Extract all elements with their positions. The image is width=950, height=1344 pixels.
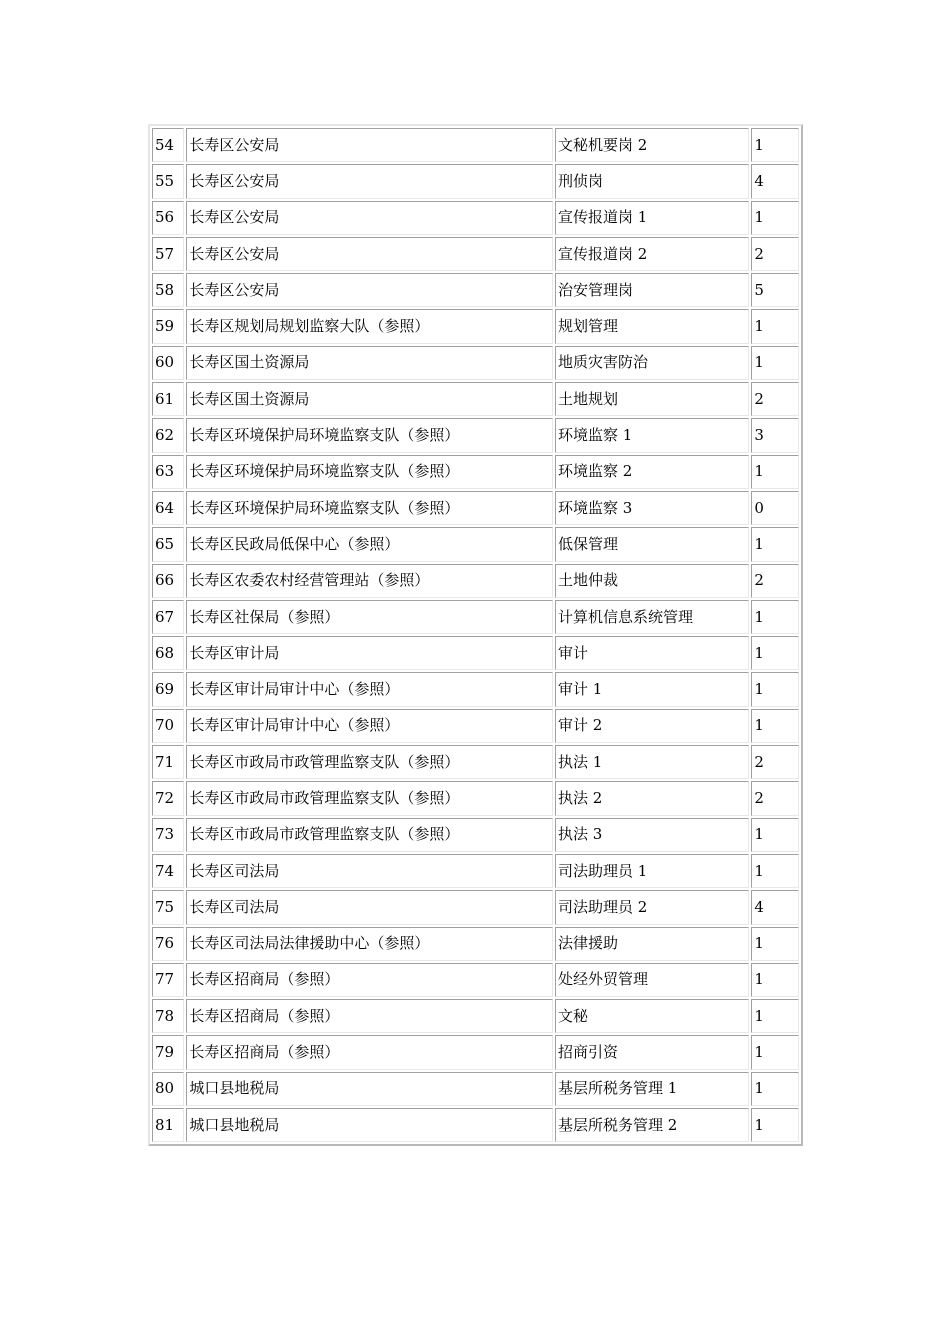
table-row [152, 455, 799, 489]
headcount-cell: 1 [751, 201, 799, 235]
row-number-cell: 60 [152, 346, 184, 380]
position-name-cell: 处经外贸管理 [555, 963, 749, 997]
row-number-cell: 81 [152, 1108, 184, 1142]
unit-name-cell: 长寿区环境保护局环境监察支队（参照） [186, 418, 553, 452]
positions-table [148, 124, 803, 1146]
row-number-cell: 70 [152, 709, 184, 743]
unit-name-cell: 长寿区公安局 [186, 201, 553, 235]
headcount-cell: 2 [751, 564, 799, 598]
table-row [152, 1108, 799, 1142]
row-number-cell: 77 [152, 963, 184, 997]
headcount-cell: 2 [751, 237, 799, 271]
table-row [152, 346, 799, 380]
table-row [152, 128, 799, 162]
table-row [152, 709, 799, 743]
unit-name-cell: 长寿区市政局市政管理监察支队（参照） [186, 781, 553, 815]
table-body [152, 128, 799, 1142]
headcount-cell: 1 [751, 1035, 799, 1069]
unit-name-cell: 长寿区招商局（参照） [186, 999, 553, 1033]
position-name-cell: 文秘机要岗 2 [555, 128, 749, 162]
headcount-cell: 5 [751, 273, 799, 307]
position-name-cell: 环境监察 2 [555, 455, 749, 489]
position-name-cell: 审计 [555, 636, 749, 670]
row-number-cell: 62 [152, 418, 184, 452]
unit-name-cell: 长寿区规划局规划监察大队（参照） [186, 309, 553, 343]
table-row [152, 600, 799, 634]
row-number-cell: 71 [152, 745, 184, 779]
position-name-cell: 计算机信息系统管理 [555, 600, 749, 634]
position-name-cell: 规划管理 [555, 309, 749, 343]
table-row [152, 1035, 799, 1069]
row-number-cell: 55 [152, 164, 184, 198]
position-name-cell: 宣传报道岗 2 [555, 237, 749, 271]
headcount-cell: 2 [751, 745, 799, 779]
row-number-cell: 78 [152, 999, 184, 1033]
unit-name-cell: 长寿区司法局法律援助中心（参照） [186, 927, 553, 961]
table-row [152, 745, 799, 779]
position-name-cell: 法律援助 [555, 927, 749, 961]
position-name-cell: 审计 1 [555, 672, 749, 706]
row-number-cell: 79 [152, 1035, 184, 1069]
headcount-cell: 1 [751, 709, 799, 743]
position-name-cell: 土地仲裁 [555, 564, 749, 598]
position-name-cell: 基层所税务管理 2 [555, 1108, 749, 1142]
row-number-cell: 58 [152, 273, 184, 307]
position-name-cell: 司法助理员 1 [555, 854, 749, 888]
unit-name-cell: 长寿区公安局 [186, 128, 553, 162]
headcount-cell: 1 [751, 927, 799, 961]
unit-name-cell: 城口县地税局 [186, 1108, 553, 1142]
row-number-cell: 66 [152, 564, 184, 598]
table-row [152, 164, 799, 198]
headcount-cell: 1 [751, 818, 799, 852]
unit-name-cell: 长寿区民政局低保中心（参照） [186, 527, 553, 561]
row-number-cell: 68 [152, 636, 184, 670]
table-row [152, 382, 799, 416]
table-row [152, 818, 799, 852]
table-row [152, 201, 799, 235]
headcount-cell: 0 [751, 491, 799, 525]
row-number-cell: 69 [152, 672, 184, 706]
row-number-cell: 72 [152, 781, 184, 815]
headcount-cell: 1 [751, 999, 799, 1033]
table-row [152, 636, 799, 670]
row-number-cell: 63 [152, 455, 184, 489]
position-name-cell: 执法 3 [555, 818, 749, 852]
position-name-cell: 审计 2 [555, 709, 749, 743]
unit-name-cell: 长寿区司法局 [186, 890, 553, 924]
row-number-cell: 73 [152, 818, 184, 852]
table-row [152, 854, 799, 888]
row-number-cell: 80 [152, 1072, 184, 1106]
table-row [152, 309, 799, 343]
unit-name-cell: 长寿区国土资源局 [186, 346, 553, 380]
table-row [152, 781, 799, 815]
unit-name-cell: 长寿区公安局 [186, 237, 553, 271]
unit-name-cell: 长寿区公安局 [186, 273, 553, 307]
unit-name-cell: 长寿区公安局 [186, 164, 553, 198]
headcount-cell: 1 [751, 636, 799, 670]
table-row [152, 890, 799, 924]
position-name-cell: 治安管理岗 [555, 273, 749, 307]
unit-name-cell: 长寿区市政局市政管理监察支队（参照） [186, 818, 553, 852]
headcount-cell: 4 [751, 890, 799, 924]
row-number-cell: 64 [152, 491, 184, 525]
headcount-cell: 1 [751, 963, 799, 997]
headcount-cell: 1 [751, 128, 799, 162]
unit-name-cell: 长寿区招商局（参照） [186, 963, 553, 997]
position-name-cell: 刑侦岗 [555, 164, 749, 198]
headcount-cell: 1 [751, 1108, 799, 1142]
position-name-cell: 环境监察 1 [555, 418, 749, 452]
row-number-cell: 75 [152, 890, 184, 924]
row-number-cell: 67 [152, 600, 184, 634]
unit-name-cell: 长寿区国土资源局 [186, 382, 553, 416]
position-name-cell: 招商引资 [555, 1035, 749, 1069]
headcount-cell: 1 [751, 672, 799, 706]
table-row [152, 564, 799, 598]
position-name-cell: 低保管理 [555, 527, 749, 561]
row-number-cell: 74 [152, 854, 184, 888]
position-name-cell: 宣传报道岗 1 [555, 201, 749, 235]
unit-name-cell: 长寿区环境保护局环境监察支队（参照） [186, 455, 553, 489]
headcount-cell: 1 [751, 854, 799, 888]
position-name-cell: 文秘 [555, 999, 749, 1033]
row-number-cell: 61 [152, 382, 184, 416]
headcount-cell: 2 [751, 382, 799, 416]
headcount-cell: 4 [751, 164, 799, 198]
headcount-cell: 1 [751, 527, 799, 561]
row-number-cell: 59 [152, 309, 184, 343]
headcount-cell: 1 [751, 309, 799, 343]
headcount-cell: 1 [751, 346, 799, 380]
headcount-cell: 3 [751, 418, 799, 452]
unit-name-cell: 城口县地税局 [186, 1072, 553, 1106]
row-number-cell: 76 [152, 927, 184, 961]
unit-name-cell: 长寿区审计局审计中心（参照） [186, 672, 553, 706]
position-name-cell: 基层所税务管理 1 [555, 1072, 749, 1106]
table-row [152, 237, 799, 271]
row-number-cell: 57 [152, 237, 184, 271]
row-number-cell: 65 [152, 527, 184, 561]
table-row [152, 273, 799, 307]
unit-name-cell: 长寿区社保局（参照） [186, 600, 553, 634]
table-row [152, 527, 799, 561]
position-name-cell: 司法助理员 2 [555, 890, 749, 924]
position-name-cell: 地质灾害防治 [555, 346, 749, 380]
row-number-cell: 56 [152, 201, 184, 235]
unit-name-cell: 长寿区市政局市政管理监察支队（参照） [186, 745, 553, 779]
unit-name-cell: 长寿区审计局审计中心（参照） [186, 709, 553, 743]
position-name-cell: 执法 1 [555, 745, 749, 779]
headcount-cell: 1 [751, 455, 799, 489]
unit-name-cell: 长寿区农委农村经营管理站（参照） [186, 564, 553, 598]
table-row [152, 1072, 799, 1106]
unit-name-cell: 长寿区环境保护局环境监察支队（参照） [186, 491, 553, 525]
unit-name-cell: 长寿区招商局（参照） [186, 1035, 553, 1069]
table-row [152, 672, 799, 706]
table-row [152, 963, 799, 997]
table-row [152, 927, 799, 961]
table-row [152, 999, 799, 1033]
row-number-cell: 54 [152, 128, 184, 162]
position-name-cell: 土地规划 [555, 382, 749, 416]
table-row [152, 491, 799, 525]
headcount-cell: 2 [751, 781, 799, 815]
headcount-cell: 1 [751, 1072, 799, 1106]
position-name-cell: 执法 2 [555, 781, 749, 815]
unit-name-cell: 长寿区司法局 [186, 854, 553, 888]
table-row [152, 418, 799, 452]
headcount-cell: 1 [751, 600, 799, 634]
position-name-cell: 环境监察 3 [555, 491, 749, 525]
unit-name-cell: 长寿区审计局 [186, 636, 553, 670]
